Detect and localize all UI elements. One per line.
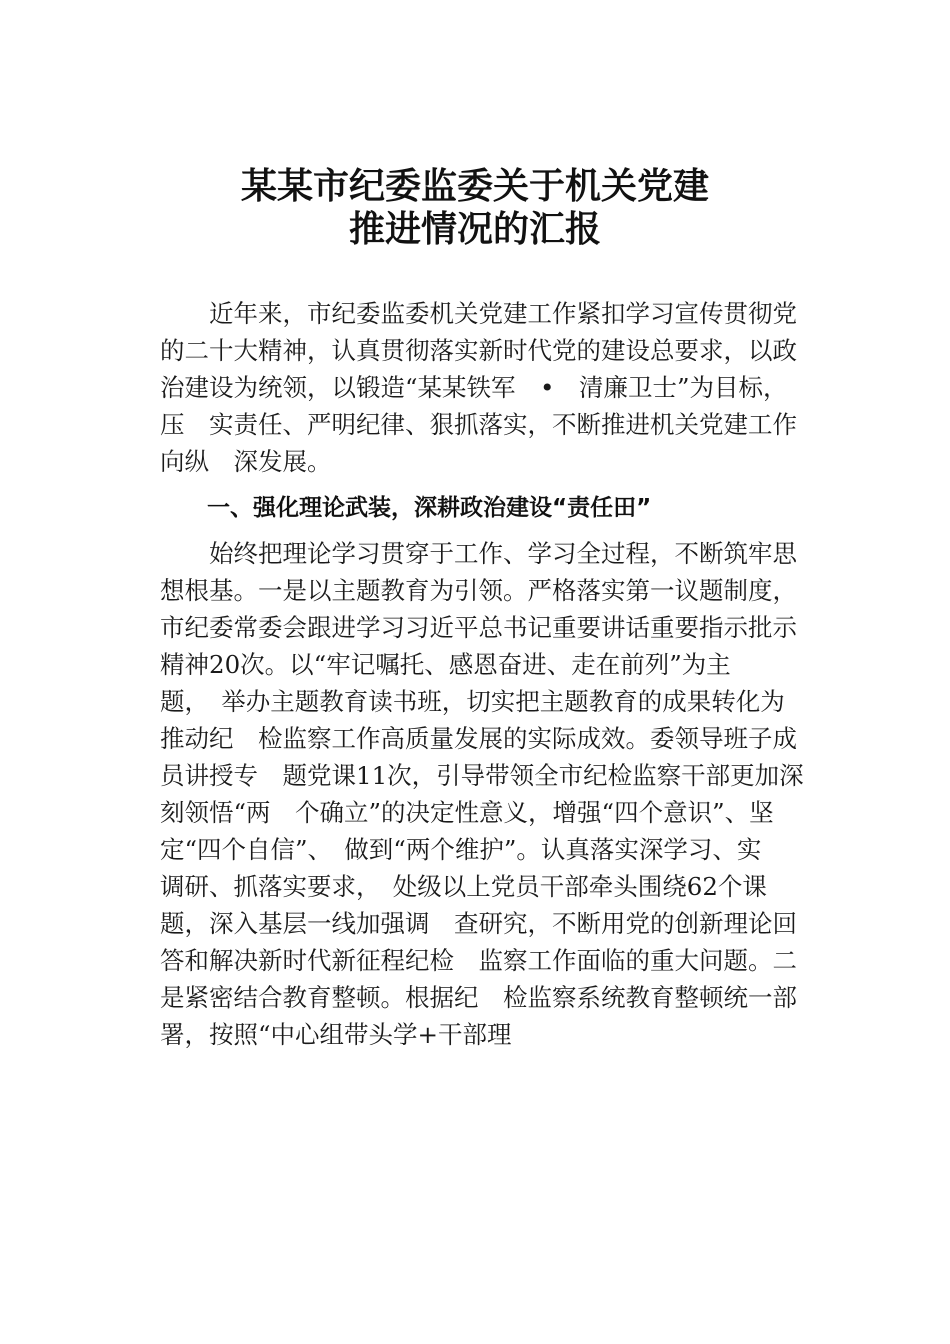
section-paragraph-line: 想根基。一是以主题教育为引领。严格落实第一议题制度， [160, 576, 797, 605]
section-paragraph-line: 题， 举办主题教育读书班，切实把主题教育的成果转化为 [160, 687, 785, 716]
document-title-line-1: 某某市纪委监委关于机关党建 [240, 165, 709, 207]
section-paragraph-line: 始终把理论学习贯穿于工作、学习全过程，不断筑牢思 [160, 539, 797, 568]
section-paragraph-line: 刻领悟“两 个确立”的决定性意义，增强“四个意识”、坚 [160, 798, 774, 827]
section-paragraph-line: 题，深入基层一线加强调 查研究，不断用党的创新理论回 [160, 909, 797, 938]
section-paragraph-line: 市纪委常委会跟进学习习近平总书记重要讲话重要指示批示 [160, 613, 797, 642]
section-paragraph-line: 答和解决新时代新征程纪检 监察工作面临的重大问题。二 [160, 946, 797, 975]
section-paragraph-line: 精神20次。以“牢记嘱托、感恩奋进、走在前列”为主 [160, 650, 731, 679]
section-paragraph-line: 推动纪 检监察工作高质量发展的实际成效。委领导班子成 [160, 724, 797, 753]
intro-paragraph-line: 向纵 深发展。 [160, 447, 332, 476]
intro-paragraph-line: 的二十大精神，认真贯彻落实新时代党的建设总要求，以政 [160, 336, 797, 365]
section-paragraph-line: 调研、抓落实要求， 处级以上党员干部牵头围绕62个课 [160, 872, 767, 901]
intro-paragraph-line: 近年来，市纪委监委机关党建工作紧扣学习宣传贯彻党 [160, 299, 797, 328]
section-paragraph-line: 是紧密结合教育整顿。根据纪 检监察系统教育整顿统一部 [160, 983, 797, 1012]
section-heading: 一、强化理论武装，深耕政治建设“责任田” [207, 495, 652, 521]
document-title-line-2: 推进情况的汇报 [348, 208, 601, 250]
intro-paragraph-line: 治建设为统领，以锻造“某某铁军 • 清廉卫士”为目标， [160, 373, 788, 402]
section-paragraph-line: 署，按照“中心组带头学+干部理 [160, 1020, 512, 1049]
section-paragraph-line: 定“四个自信”、 做到“两个维护”。认真落实深学习、实 [160, 835, 762, 864]
section-paragraph-line: 员讲授专 题党课11次，引导带领全市纪检监察干部更加深 [160, 761, 804, 790]
intro-paragraph-line: 压 实责任、严明纪律、狠抓落实，不断推进机关党建工作 [160, 410, 797, 439]
